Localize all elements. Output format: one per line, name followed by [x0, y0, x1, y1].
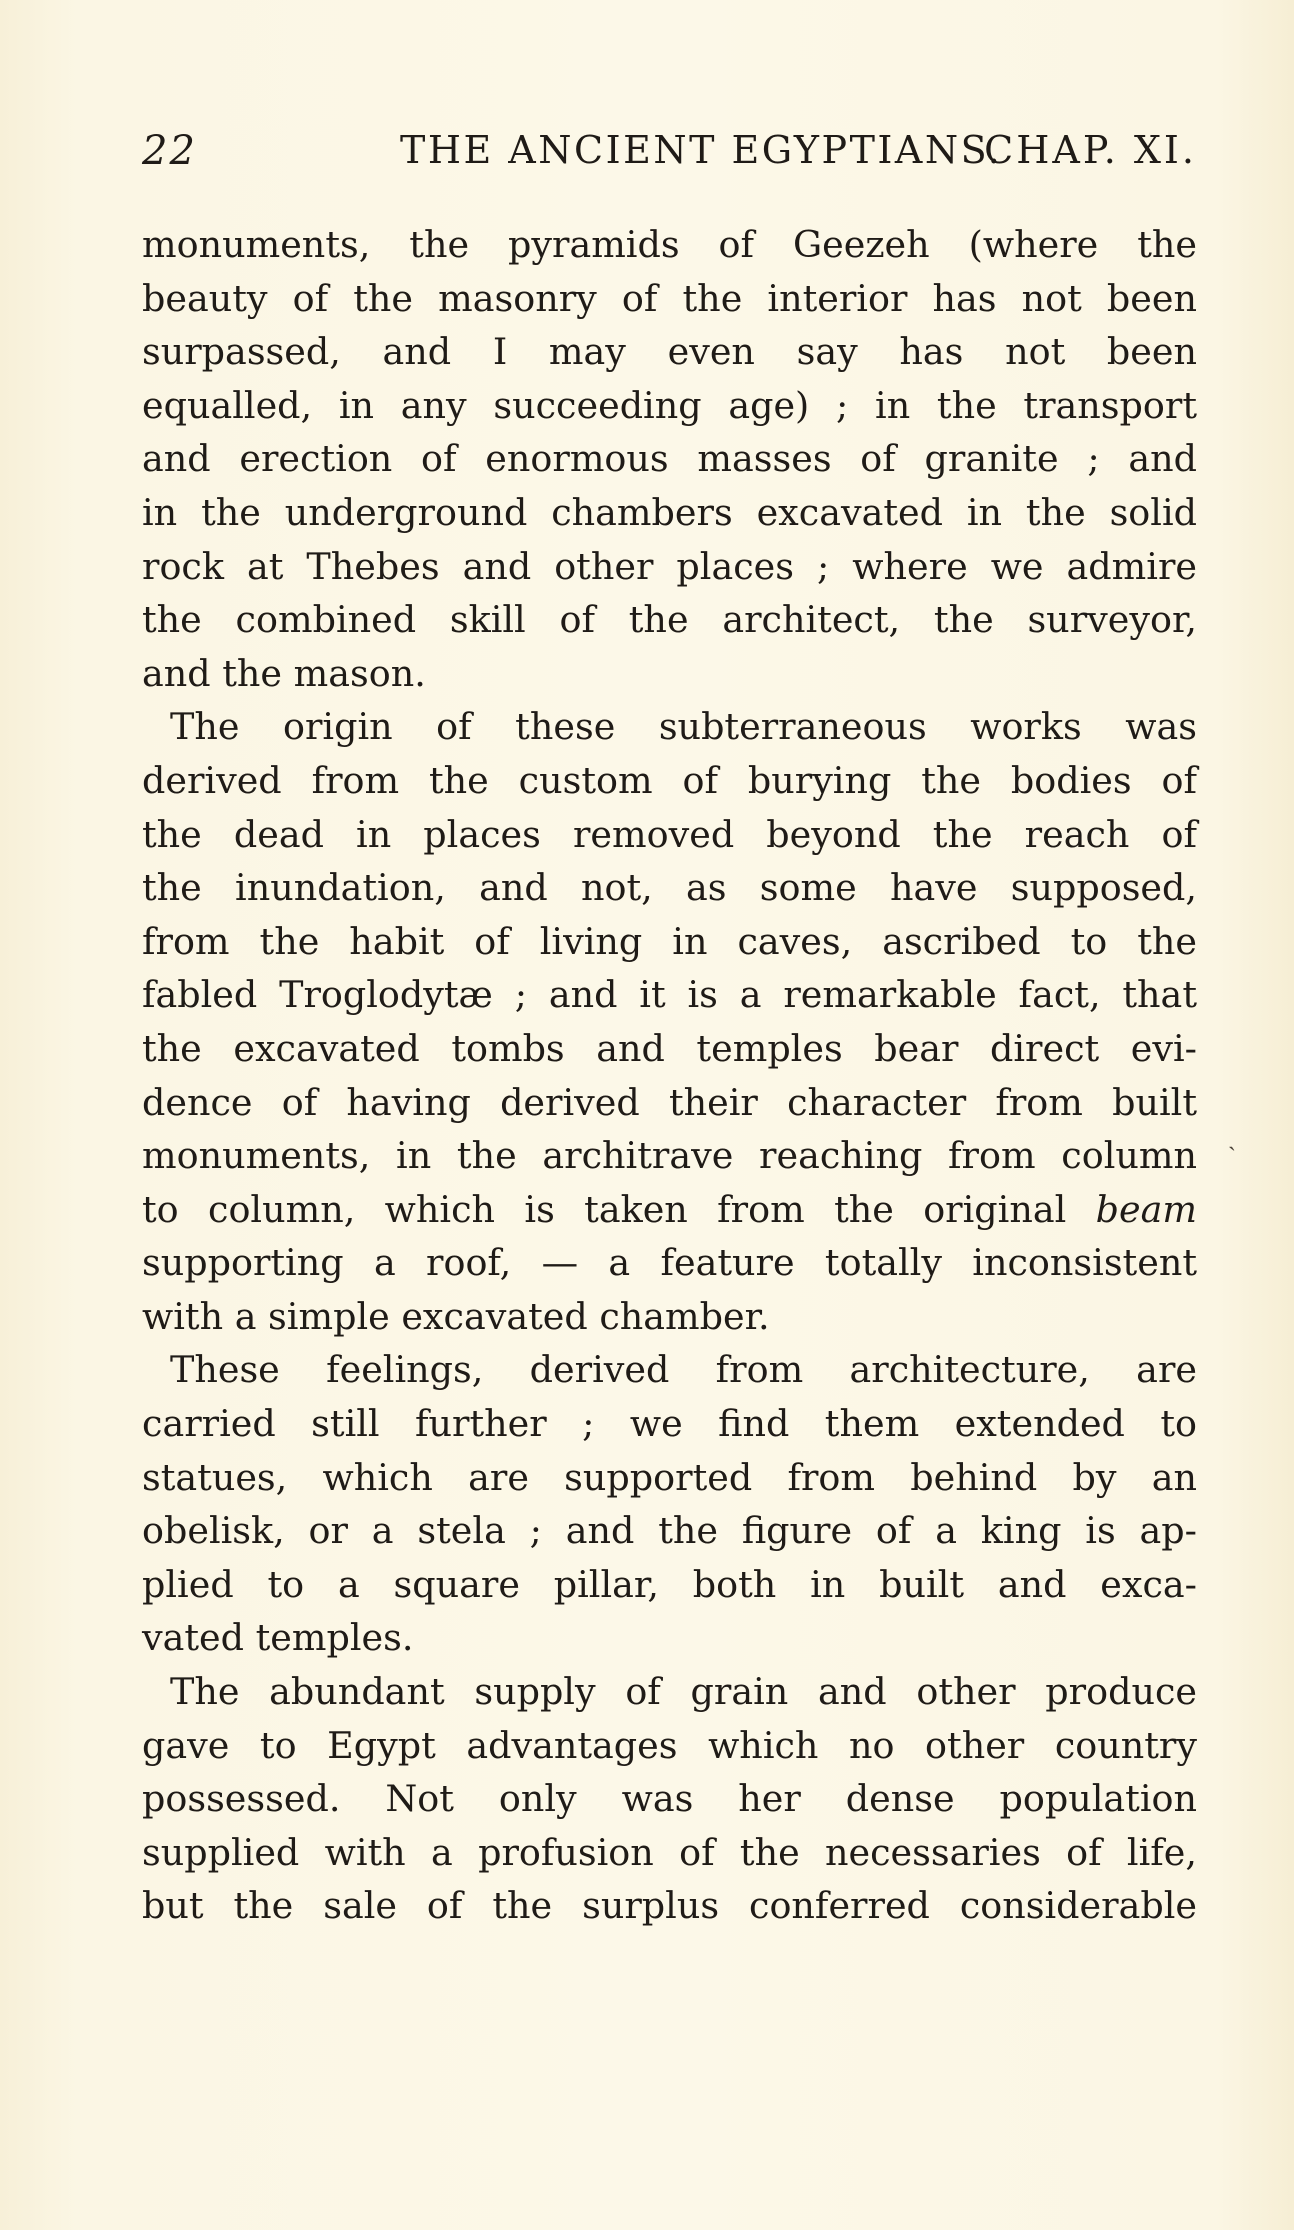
text-line: possessed. Not only was her dense population — [142, 1777, 1197, 1821]
text-line: dence of having derived their character from built — [142, 1080, 1197, 1124]
text-segment: to column, which is taken from the original — [142, 1187, 1067, 1231]
text-line: the inundation, and not, as some have supposed, — [142, 866, 1197, 910]
text-line: carried still further ; we find them extended to — [142, 1402, 1197, 1446]
paragraph-start: These feelings, derived from architecture, are — [170, 1348, 1197, 1392]
text-line: gave to Egypt advantages which no other country — [142, 1723, 1197, 1767]
text-line: plied to a square pillar, both in built and exca- — [142, 1562, 1197, 1606]
text-line: monuments, the pyramids of Geezeh (where the — [142, 223, 1197, 266]
text-line: and the mason. — [142, 651, 426, 695]
text-line: the dead in places removed beyond the reach of — [142, 812, 1197, 856]
text-line: the excavated tombs and temples bear direct evi- — [142, 1026, 1197, 1070]
running-head — [142, 128, 1197, 184]
text-line: derived from the custom of burying the bodies of — [142, 758, 1197, 802]
paragraph-start: The abundant supply of grain and other produce — [170, 1670, 1197, 1714]
text-line: statues, which are supported from behind by an — [142, 1455, 1197, 1499]
page-number: 22 — [142, 128, 197, 174]
chapter-label: CHAP. XI. — [984, 128, 1197, 172]
text-line: fabled Troglodytæ ; and it is a remarkable fact, that — [142, 973, 1197, 1017]
margin-mark: ˎ — [1228, 1123, 1236, 1151]
text-line: obelisk, or a stela ; and the figure of a king is ap- — [142, 1509, 1197, 1553]
text-line: supplied with a profusion of the necessaries of life, — [142, 1830, 1197, 1874]
text-line: vated temples. — [142, 1616, 414, 1660]
text-line: and erection of enormous masses of granite ; and — [142, 437, 1197, 481]
text-line: surpassed, and I may even say has not been — [142, 330, 1197, 374]
running-title: THE ANCIENT EGYPTIANS. — [400, 128, 1003, 172]
text-line: from the habit of living in caves, ascribed to the — [142, 919, 1197, 963]
text-line: beauty of the masonry of the interior has not been — [142, 276, 1197, 320]
text-line: but the sale of the surplus conferred considerable — [142, 1884, 1197, 1928]
text-line: in the underground chambers excavated in the solid — [142, 490, 1197, 534]
text-line: with a simple excavated chamber. — [142, 1294, 770, 1338]
text-line: supporting a roof, — a feature totally inconsistent — [142, 1241, 1197, 1285]
text-line: equalled, in any succeeding age) ; in the transport — [142, 383, 1197, 427]
text-line: the combined skill of the architect, the surveyor, — [142, 598, 1197, 642]
text-line: monuments, in the architrave reaching from column — [142, 1134, 1197, 1178]
text-line-with-italic — [142, 1183, 1197, 1237]
paragraph-start: The origin of these subterraneous works was — [170, 705, 1197, 749]
text-line: rock at Thebes and other places ; where we admire — [142, 544, 1197, 588]
italic-word: beam — [1095, 1187, 1197, 1231]
body-text — [142, 218, 1197, 1933]
